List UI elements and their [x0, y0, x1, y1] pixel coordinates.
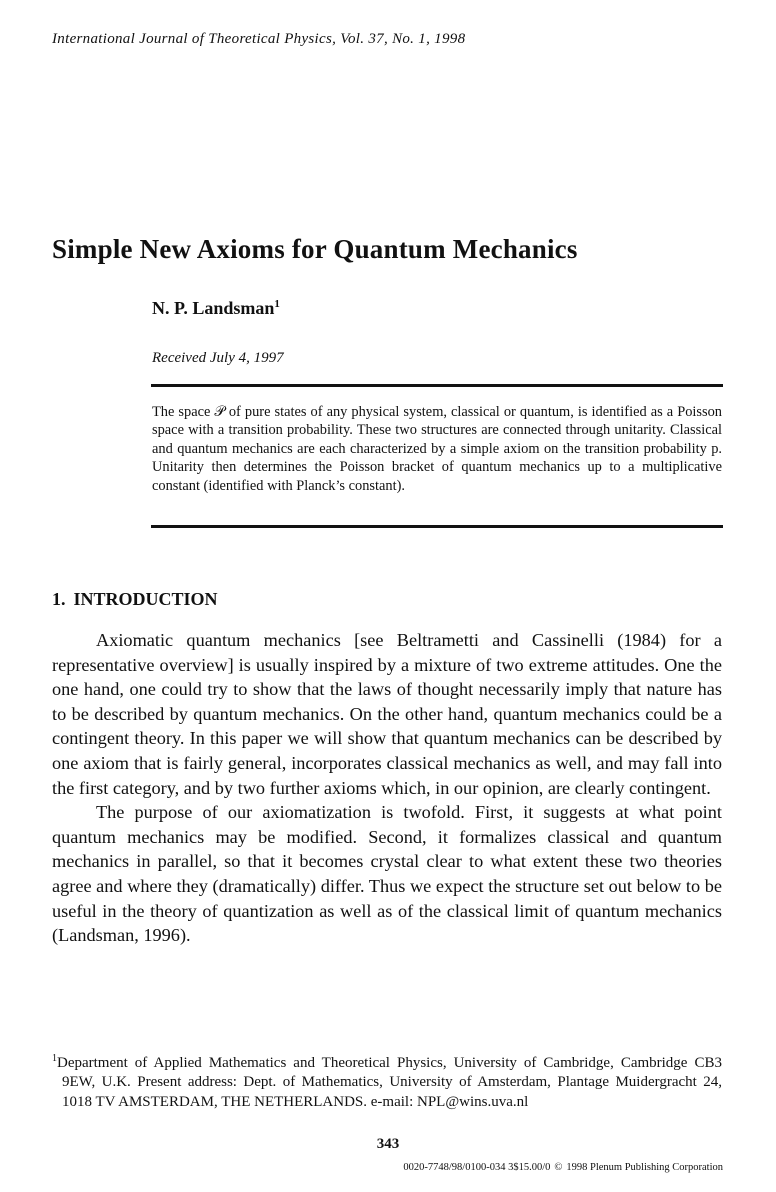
- copyright-symbol: ©: [554, 1162, 563, 1173]
- page-number: 343: [376, 1136, 400, 1152]
- footnote: [52, 1049, 722, 1112]
- section-body: [52, 628, 722, 948]
- author-name-text: N. P. Landsman: [152, 298, 275, 318]
- article-code: 0020-7748/98/0100-034 3$15.00/0: [403, 1162, 551, 1173]
- body-paragraph: Axiomatic quantum mechanics [see Beltrametti and Cassinelli (1984) for a representative overview] is usually inspired by a mixture of two extreme attitudes. One the one hand, one could try to show that the laws of thought necessarily imply that nature has to be described by quantum mechanics. On the other hand, quantum mechanics could be a contingent theory. In this paper we will show that quantum mechanics can be described by one axiom that is fairly general, incorporates classical mechanics as well, and may fall into the first category, and by two further axioms which, in our opinion, are clearly contingent.: [52, 630, 722, 798]
- footnote-text: Department of Applied Mathematics and Theoretical Physics, University of Cambridge, Cambridge CB3 9EW, U.K. Present address: Dept. of Mathematics, University of Amsterdam, Plantage Muidergracht 24, 1018 TV AMSTERDAM, THE NETHERLANDS. e-mail: NPL@wins.uva.nl: [57, 1055, 722, 1110]
- abstract-bottom-rule: [151, 525, 723, 528]
- received-date: Received July 4, 1997: [152, 350, 284, 366]
- journal-header: International Journal of Theoretical Physics, Vol. 37, No. 1, 1998: [52, 31, 466, 47]
- section-title: INTRODUCTION: [73, 589, 218, 609]
- publisher: 1998 Plenum Publishing Corporation: [566, 1162, 723, 1173]
- footnote-mark: 1: [52, 1053, 57, 1064]
- author-footnote-mark: 1: [274, 298, 280, 310]
- body-paragraph: The purpose of our axiomatization is twofold. First, it suggests at what point quantum mechanics may be modified. Second, it formalizes classical and quantum mechanics in parallel, so that it becomes crystal clear to what extent these two theories agree and where they (dramatically) differ. Thus we expect the structure set out below to be useful in the theory of quantization as well as of the classical limit of quantum mechanics (Landsman, 1996).: [52, 802, 722, 946]
- abstract: The space 𝒫 of pure states of any physical system, classical or quantum, is identified as a Poisson space with a transition probability. These two structures are connected through unitarity. Classical and quantum mechanics are each characterized by a simple axiom on the transition probability p. Unitarity then determines the Poisson bracket of quantum mechanics up to a multiplicative constant (identified with Planck’s constant).: [152, 404, 722, 494]
- abstract-top-rule: [151, 384, 723, 387]
- author-name: [152, 298, 280, 319]
- section-heading: [52, 589, 218, 610]
- article-title: Simple New Axioms for Quantum Mechanics: [52, 234, 578, 264]
- copyright-line: [403, 1162, 723, 1173]
- section-number: 1.: [52, 589, 66, 609]
